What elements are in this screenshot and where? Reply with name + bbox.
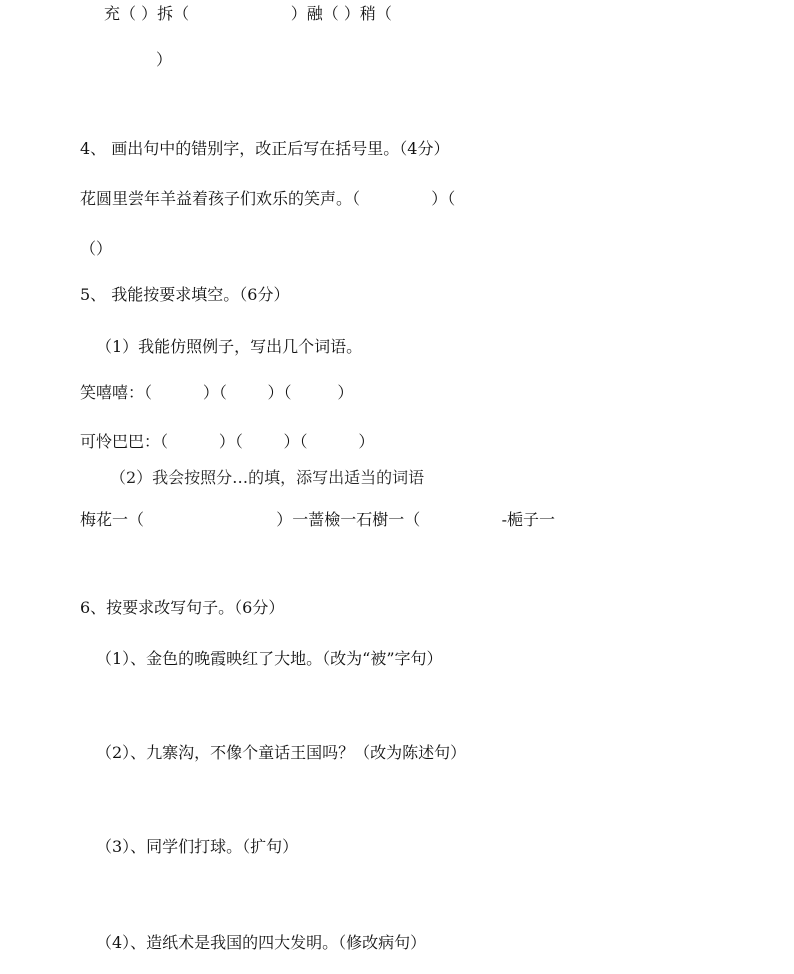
q4-extra-blank: （） [80,239,113,258]
q4-sentence: 花圆里尝年羊益着孩子们欢乐的笑声。（ ）（ [80,189,456,208]
q6-item-3: （3）、同学们打球。（扩句） [96,837,299,856]
q3-fill-row: 充（ ）拆（ ）融（ ）稍（ [104,4,392,23]
q6-item-1: （1）、金色的晚霞映红了大地。（改为“被”字句） [96,649,443,668]
q5-example-1: 笑嘻嘻：（ ）（ ）（ ） [80,383,354,402]
q5-subquestion-1: （1）我能仿照例子，写出几个词语。 [96,337,363,356]
q6-item-2: （2）、九寨沟，不像个童话王国吗？（改为陈述句） [96,743,467,762]
q5-subquestion-2-clipped [80,468,520,489]
q5-word-chain: 梅花一（ ）一蔷檢一石樹一（ -梔子一 [80,510,556,529]
q5-subquestion-2-text: （2）我会按照分…的填，添写出适当的词语 [110,468,425,487]
q5-example-2: 可怜巴巴：（ ）（ ）（ ） [80,432,375,451]
q3-closing-paren: ） [156,50,173,69]
q6-item-4: （4）、造纸术是我国的四大发明。（修改病句） [96,933,427,952]
q4-title: 4、 画出句中的错别字，改正后写在括号里。（4分） [80,139,450,158]
q5-title: 5、 我能按要求填空。（6分） [80,285,290,304]
q6-title: 6、按要求改写句子。（6分） [80,598,285,617]
